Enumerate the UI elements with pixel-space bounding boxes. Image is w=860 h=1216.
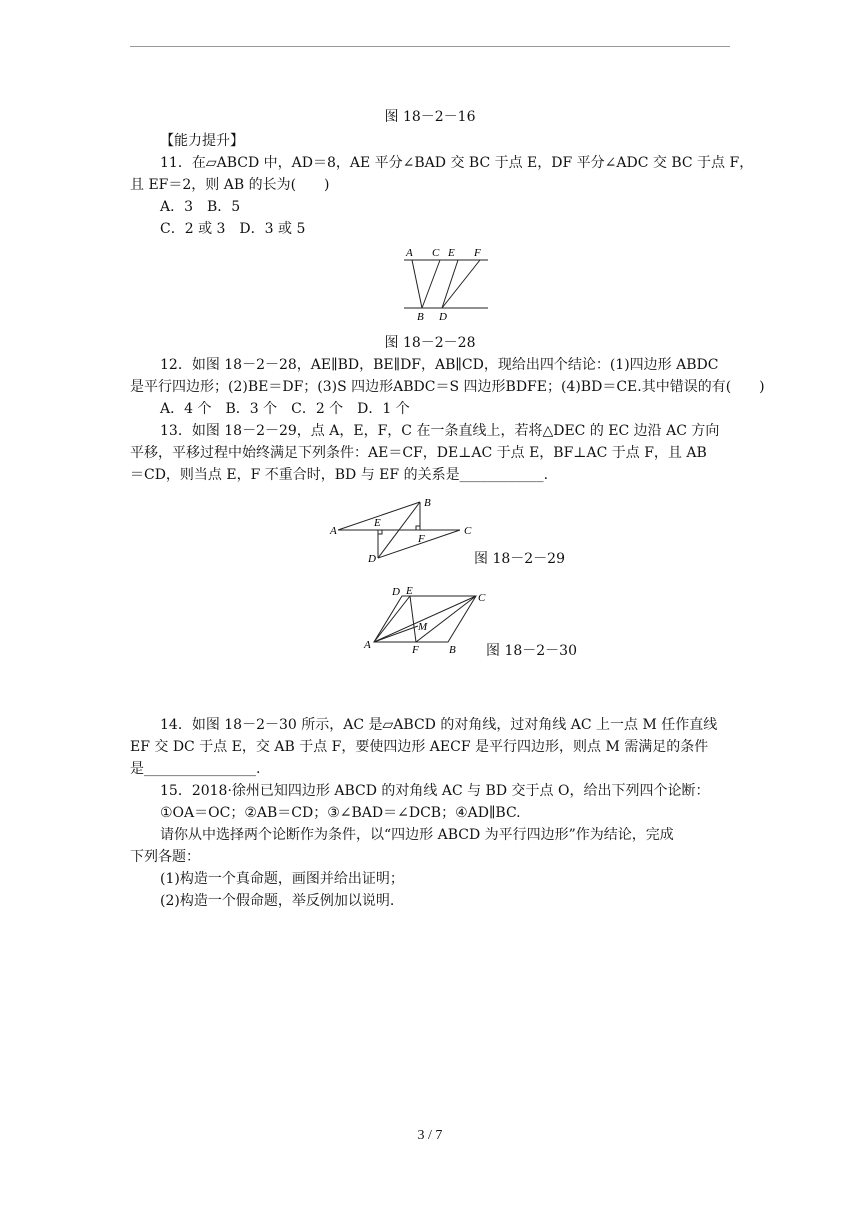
figure-caption-29: 图 18－2－29	[474, 551, 565, 567]
page-number: 3 / 7	[417, 1128, 443, 1143]
segment-ab	[412, 260, 422, 308]
segment-fd	[442, 260, 480, 308]
figure-caption-28: 图 18－2－28	[384, 335, 476, 351]
q14-line1: 14．如图 18－2－30 所示，AC 是▱ABCD 的对角线，过对角线 AC 上一点 M 任作直线	[160, 717, 718, 733]
figure-18-2-29	[328, 494, 478, 566]
figure-caption-16: 图 18－2－16	[384, 109, 476, 125]
label-d: D	[392, 586, 400, 598]
line-ef	[410, 596, 416, 642]
header-rule	[130, 46, 730, 47]
q15-line1: 15．2018·徐州已知四边形 ABCD 的对角线 AC 与 BD 交于点 O，给出下列四个论断：	[160, 783, 710, 799]
figure-18-2-28	[396, 242, 496, 326]
label-f: F	[474, 247, 481, 259]
figure-caption-30: 图 18－2－30	[486, 643, 577, 659]
label-e: E	[406, 585, 413, 597]
label-a: A	[330, 525, 337, 537]
q13-line2: 平移，平移过程中始终满足下列条件：AE＝CF，DE⊥AC 于点 E，BF⊥AC 于点 F，且 AB	[130, 445, 707, 461]
q14-line2: EF 交 DC 于点 E，交 AB 于点 F，要使四边形 AECF 是平行四边形，则点 M 需满足的条件	[130, 739, 709, 755]
q12-options: A．4 个 B．3 个 C．2 个 D．1 个	[160, 401, 410, 417]
q15-part2: (2)构造一个假命题，举反例加以说明.	[160, 893, 395, 909]
q13-line3: ＝CD，则当点 E，F 不重合时，BD 与 EF 的关系是____________.	[130, 467, 549, 483]
q11-options-ab: A．3 B．5	[160, 199, 241, 215]
q15-line3: 请你从中选择两个论断作为条件，以“四边形 ABCD 为平行四边形”作为结论，完成	[160, 827, 674, 843]
q11-options-cd: C．2 或 3 D．3 或 5	[160, 221, 306, 237]
q14-line3: 是________________.	[130, 761, 261, 777]
label-b: B	[424, 497, 431, 509]
q15-line4: 下列各题：	[130, 849, 200, 865]
label-b: B	[417, 311, 424, 323]
q12-line2: 是平行四边形；(2)BE＝DF；(3)S 四边形ABDC＝S 四边形BDFE；(4)BD＝CE.其中错误的有( )	[130, 379, 765, 395]
q15-part1: (1)构造一个真命题，画图并给出证明；	[160, 871, 404, 887]
q15-line2: ①OA＝OC；②AB＝CD；③∠BAD＝∠DCB；④AD∥BC.	[160, 805, 521, 821]
right-angle-e	[378, 530, 382, 534]
label-f: F	[412, 644, 419, 656]
label-c: C	[432, 247, 440, 259]
label-m: M	[418, 621, 428, 633]
label-e: E	[448, 247, 455, 259]
label-d: D	[439, 311, 447, 323]
segment-ed	[442, 260, 458, 308]
label-a: A	[364, 639, 371, 651]
q11-line1: 11．在▱ABCD 中，AD＝8，AE 平分∠BAD 交 BC 于点 E，DF 平分∠ADC 交 BC 于点 F，	[160, 155, 754, 171]
right-angle-f	[416, 526, 420, 530]
q11-line2: 且 EF＝2，则 AB 的长为( )	[130, 177, 330, 193]
section-title: 【能力提升】	[160, 133, 244, 149]
q13-line1: 13．如图 18－2－29，点 A，E，F，C 在一条直线上，若将△DEC 的 EC 边沿 AC 方向	[160, 423, 720, 439]
q12-line1: 12．如图 18－2－28，AE∥BD，BE∥DF，AB∥CD，现给出四个结论：(1)四边形 ABDC	[160, 357, 719, 373]
segment-cb	[422, 260, 440, 308]
label-f: F	[418, 533, 425, 545]
label-c: C	[478, 592, 486, 604]
figure-18-2-30	[360, 586, 490, 656]
label-d: D	[368, 553, 376, 565]
label-c: C	[464, 525, 472, 537]
label-a: A	[406, 247, 413, 259]
label-b: B	[449, 644, 456, 656]
label-e: E	[374, 517, 381, 529]
